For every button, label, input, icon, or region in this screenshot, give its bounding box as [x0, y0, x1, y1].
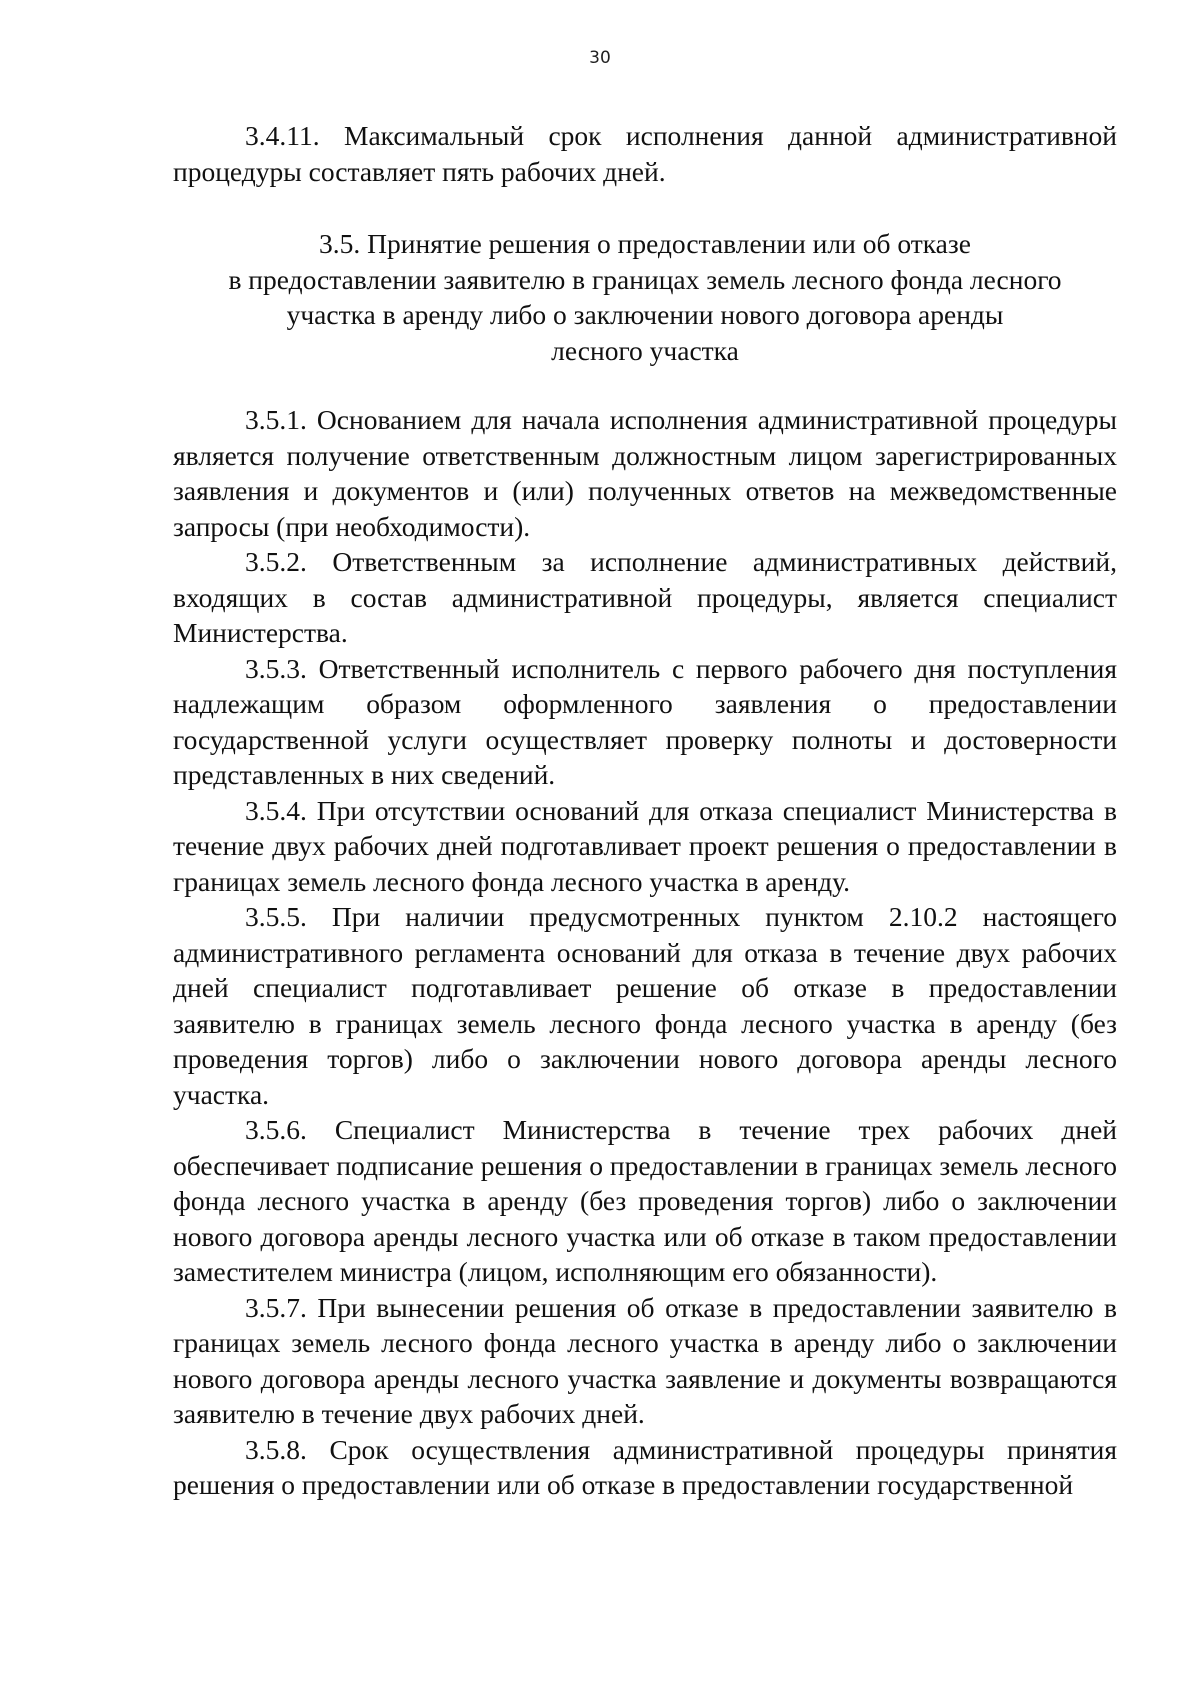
heading-line: лесного участка [551, 334, 739, 366]
page-number: 30 [589, 48, 611, 68]
paragraph-3-5-3: 3.5.3. Ответственный исполнитель с первого рабочего дня поступления надлежащим образом оформленного заявления о предоставлении государственной услуги осуществляет проверку полноты и достоверности представленных в них сведений. [173, 652, 1117, 790]
heading-line: участка в аренду либо о заключении нового договора аренды [286, 299, 1004, 330]
paragraph-3-5-4: 3.5.4. При отсутствии оснований для отказа специалист Министерства в течение двух рабочих дней подготавливает проект решения о предоставлении в границах земель лесного фонда лесного участка в аренду. [173, 794, 1117, 897]
section-heading-3-5 [173, 226, 1117, 368]
heading-line: в предоставлении заявителю в границах земель лесного фонда лесного [228, 263, 1062, 295]
paragraph-3-5-7: 3.5.7. При вынесении решения об отказе в предоставлении заявителю в границах земель лесного фонда лесного участка в аренду либо о заключении нового договора аренды лесного участка заявление и документы возвращаются заявителю в течение двух рабочих дней. [173, 1291, 1117, 1429]
paragraph-3-5-6: 3.5.6. Специалист Министерства в течение трех рабочих дней обеспечивает подписание решения о предоставлении в границах земель лесного фонда лесного участка в аренду (без проведения торгов) либо о заключении нового договора аренды лесного участка или об отказе в таком предоставлении заместителем министра (лицом, исполняющим его обязанности). [173, 1114, 1117, 1287]
paragraph-3-5-2: 3.5.2. Ответственным за исполнение административных действий, входящих в состав административной процедуры, является специалист Министерства. [173, 546, 1117, 648]
paragraph-3-5-8: 3.5.8. Срок осуществления административной процедуры принятия решения о предоставлении или об отказе в предоставлении государственной [173, 1433, 1117, 1500]
paragraph-3-5-1: 3.5.1. Основанием для начала исполнения административной процедуры является получение ответственным должностным лицом зарегистрированных заявления и документов и (или) полученных ответов на межведомственные запросы (при необходимости). [173, 404, 1117, 542]
heading-line: 3.5. Принятие решения о предоставлении или об отказе [319, 228, 971, 259]
document-body [173, 118, 1117, 1503]
paragraph-3-4-11: 3.4.11. Максимальный срок исполнения данной административной процедуры составляет пять рабочих дней. [173, 120, 1117, 187]
paragraph-3-5-5: 3.5.5. При наличии предусмотренных пунктом 2.10.2 настоящего административного регламента оснований для отказа в течение двух рабочих дней специалист подготавливает решение об отказе в предоставлении заявителю в границах земель лесного фонда лесного участка в аренду (без проведения торгов) либо о заключении нового договора аренды лесного участка. [173, 901, 1117, 1110]
